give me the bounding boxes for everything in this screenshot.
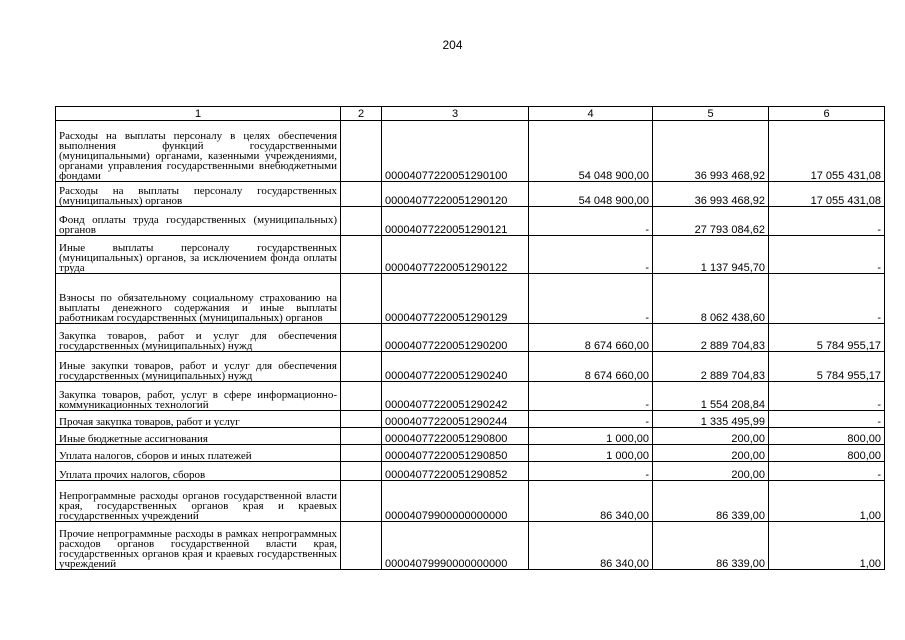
amount-col6: - <box>769 274 885 324</box>
row-description: Закупка товаров, работ и услуг для обеспечения государственных (муниципальных) нужд <box>56 324 341 352</box>
budget-code: 00004079990000000000 <box>382 522 529 570</box>
row-col2 <box>341 411 382 428</box>
amount-col6: 5 784 955,17 <box>769 352 885 382</box>
amount-col4: 1 000,00 <box>529 428 653 445</box>
budget-code: 00004077220051290850 <box>382 445 529 462</box>
amount-col6: 5 784 955,17 <box>769 324 885 352</box>
amount-col5: 200,00 <box>653 445 769 462</box>
row-description: Уплата прочих налогов, сборов <box>56 462 341 481</box>
row-col2 <box>341 236 382 274</box>
budget-code: 00004077220051290240 <box>382 352 529 382</box>
row-col2 <box>341 324 382 352</box>
row-description: Непрограммные расходы органов государственной власти края, государственных органов края и краевых государственных учреждений <box>56 481 341 522</box>
column-header: 4 <box>529 107 653 121</box>
table-row <box>56 182 885 207</box>
amount-col4: 1 000,00 <box>529 445 653 462</box>
budget-code: 00004077220051290100 <box>382 121 529 182</box>
row-description: Иные выплаты персоналу государственных (муниципальных) органов, за исключением фонда оплаты труда <box>56 236 341 274</box>
row-col2 <box>341 445 382 462</box>
amount-col4: 86 340,00 <box>529 522 653 570</box>
amount-col4: - <box>529 236 653 274</box>
row-col2 <box>341 274 382 324</box>
row-description: Иные бюджетные ассигнования <box>56 428 341 445</box>
amount-col5: 36 993 468,92 <box>653 121 769 182</box>
row-col2 <box>341 207 382 236</box>
table-row <box>56 236 885 274</box>
budget-code: 00004077220051290244 <box>382 411 529 428</box>
row-description: Расходы на выплаты персоналу государственных (муниципальных) органов <box>56 182 341 207</box>
amount-col4: 8 674 660,00 <box>529 324 653 352</box>
row-description: Прочая закупка товаров, работ и услуг <box>56 411 341 428</box>
row-description: Уплата налогов, сборов и иных платежей <box>56 445 341 462</box>
row-col2 <box>341 121 382 182</box>
amount-col6: - <box>769 462 885 481</box>
amount-col6: - <box>769 411 885 428</box>
amount-col4: - <box>529 411 653 428</box>
amount-col6: - <box>769 382 885 411</box>
amount-col6: 1,00 <box>769 481 885 522</box>
row-description: Взносы по обязательному социальному страхованию на выплаты денежного содержания и иные выплаты работникам государственных (муниципальных) органов <box>56 274 341 324</box>
row-col2 <box>341 462 382 481</box>
table-row <box>56 352 885 382</box>
amount-col4: - <box>529 382 653 411</box>
amount-col6: 800,00 <box>769 445 885 462</box>
table-row <box>56 274 885 324</box>
amount-col6: - <box>769 236 885 274</box>
amount-col5: 1 554 208,84 <box>653 382 769 411</box>
table-row <box>56 207 885 236</box>
amount-col5: 200,00 <box>653 428 769 445</box>
table-row <box>56 324 885 352</box>
table-row <box>56 481 885 522</box>
amount-col5: 1 137 945,70 <box>653 236 769 274</box>
row-col2 <box>341 352 382 382</box>
amount-col4: 8 674 660,00 <box>529 352 653 382</box>
budget-code: 00004077220051290852 <box>382 462 529 481</box>
row-description: Прочие непрограммные расходы в рамках непрограммных расходов органов государственной власти края, государственных органов края и краевых государственных учреждений <box>56 522 341 570</box>
table-row <box>56 411 885 428</box>
budget-code: 00004079900000000000 <box>382 481 529 522</box>
budget-code: 00004077220051290121 <box>382 207 529 236</box>
amount-col5: 1 335 495,99 <box>653 411 769 428</box>
amount-col4: 86 340,00 <box>529 481 653 522</box>
amount-col4: - <box>529 462 653 481</box>
budget-code: 00004077220051290242 <box>382 382 529 411</box>
amount-col4: 54 048 900,00 <box>529 121 653 182</box>
page-number: 204 <box>442 38 463 52</box>
table-row <box>56 522 885 570</box>
budget-code: 00004077220051290129 <box>382 274 529 324</box>
amount-col6: 17 055 431,08 <box>769 182 885 207</box>
budget-code: 00004077220051290200 <box>382 324 529 352</box>
table-row <box>56 462 885 481</box>
table-row <box>56 382 885 411</box>
amount-col5: 86 339,00 <box>653 522 769 570</box>
row-description: Фонд оплаты труда государственных (муниципальных) органов <box>56 207 341 236</box>
column-header: 5 <box>653 107 769 121</box>
column-header: 3 <box>382 107 529 121</box>
row-description: Иные закупки товаров, работ и услуг для обеспечения государственных (муниципальных) нужд <box>56 352 341 382</box>
column-header: 1 <box>56 107 341 121</box>
row-col2 <box>341 522 382 570</box>
amount-col6: 1,00 <box>769 522 885 570</box>
amount-col5: 8 062 438,60 <box>653 274 769 324</box>
row-col2 <box>341 428 382 445</box>
table-row <box>56 121 885 182</box>
amount-col6: 800,00 <box>769 428 885 445</box>
amount-col5: 36 993 468,92 <box>653 182 769 207</box>
amount-col5: 2 889 704,83 <box>653 324 769 352</box>
amount-col5: 200,00 <box>653 462 769 481</box>
amount-col4: - <box>529 274 653 324</box>
amount-col5: 86 339,00 <box>653 481 769 522</box>
row-col2 <box>341 382 382 411</box>
budget-code: 00004077220051290122 <box>382 236 529 274</box>
amount-col5: 27 793 084,62 <box>653 207 769 236</box>
amount-col6: 17 055 431,08 <box>769 121 885 182</box>
amount-col6: - <box>769 207 885 236</box>
table-row <box>56 445 885 462</box>
amount-col5: 2 889 704,83 <box>653 352 769 382</box>
budget-code: 00004077220051290800 <box>382 428 529 445</box>
column-header: 6 <box>769 107 885 121</box>
amount-col4: 54 048 900,00 <box>529 182 653 207</box>
budget-code: 00004077220051290120 <box>382 182 529 207</box>
table-header-row <box>56 107 885 121</box>
budget-table <box>55 106 885 570</box>
row-description: Расходы на выплаты персоналу в целях обеспечения выполнения функций государственными (муниципальными) органами, казенными учреждениями, органами управления государственными внебюджетными фондами <box>56 121 341 182</box>
row-col2 <box>341 182 382 207</box>
table-row <box>56 428 885 445</box>
amount-col4: - <box>529 207 653 236</box>
column-header: 2 <box>341 107 382 121</box>
row-col2 <box>341 481 382 522</box>
row-description: Закупка товаров, работ, услуг в сфере информационно-коммуникационных технологий <box>56 382 341 411</box>
